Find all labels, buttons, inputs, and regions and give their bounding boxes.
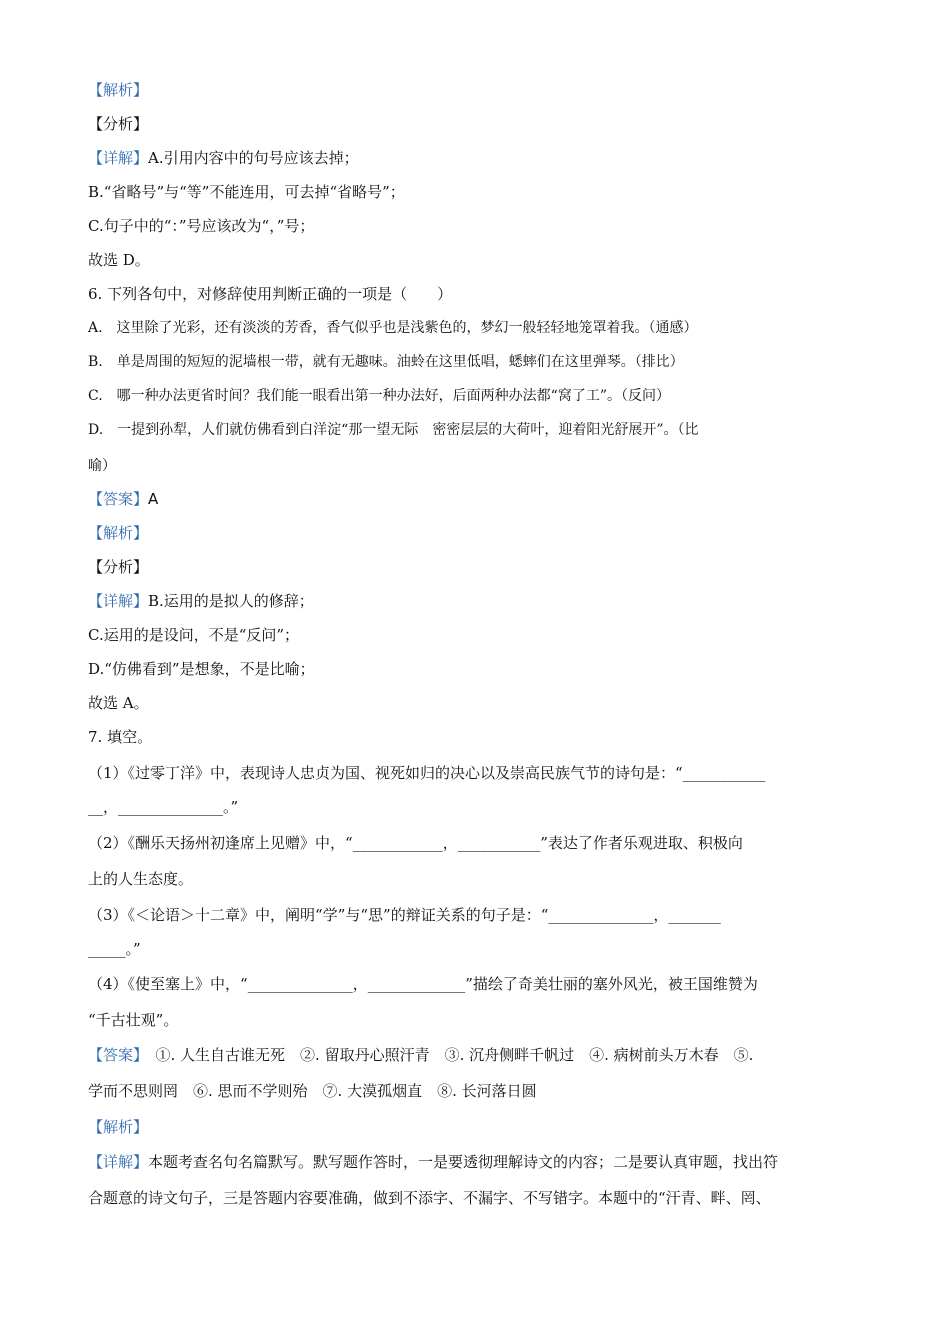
option-a: A. 这里除了光彩，还有淡淡的芳香，香气似乎也是浅紫色的，梦幻一般轻轻地笼罩着我。（通感） xyxy=(88,320,698,336)
jiexi-tag-3: 【解析】 xyxy=(88,1118,149,1136)
fill-item-3-cont: _____。” xyxy=(88,940,141,958)
fill-item-4-cont: “千古壮观”。 xyxy=(88,1011,179,1029)
detail-line-3 xyxy=(88,1152,863,1172)
question-6-stem: 6. 下列各句中，对修辞使用判断正确的一项是（ ） xyxy=(88,285,453,303)
explain-b: B.“省略号”与“等”不能连用，可去掉“省略号”； xyxy=(88,183,405,201)
answer-tag: 【答案】 xyxy=(88,1046,141,1064)
fill-item-3: （3）《＜论语＞十二章》中，阐明“学”与“思”的辩证关系的句子是：“______________，_______ xyxy=(88,906,721,924)
option-c: C. 哪一种办法更省时间？我们能一眼看出第一种办法好，后面两种办法都“窝了工”。（反问） xyxy=(88,388,670,404)
option-b: B. 单是周围的短短的泥墙根一带，就有无趣味。油蛉在这里低唱，蟋蟀们在这里弹琴。（排比） xyxy=(88,354,684,370)
answer-list: ①. 人生自古谁无死 ②. 留取丹心照汗青 ③. 沉舟侧畔千帆过 ④. 病树前头万木春 ⑤. xyxy=(140,1046,754,1064)
answer-line-6 xyxy=(88,489,863,509)
fenxi-tag-2: 【分析】 xyxy=(88,558,149,576)
answer-tag: 【答案】 xyxy=(88,490,149,508)
explain-c: C.句子中的“：”号应该改为“，”号； xyxy=(88,217,315,235)
fill-item-4: （4）《使至塞上》中，“______________，_____________”描绘了奇美壮丽的塞外风光，被王国维赞为 xyxy=(88,975,758,993)
detail-line-2 xyxy=(88,591,863,611)
fill-item-2-cont: 上的人生态度。 xyxy=(88,870,194,888)
conclusion-2: 故选 A。 xyxy=(88,694,149,712)
option-d-cont: 喻） xyxy=(88,458,116,474)
explain-d-2: D.“仿佛看到”是想象，不是比喻； xyxy=(88,660,315,678)
jiexi-tag-2: 【解析】 xyxy=(88,524,149,542)
answer-value: A xyxy=(148,490,159,508)
detail-line-3-cont: 合题意的诗文句子，三是答题内容要准确，做到不添字、不漏字、不写错字。本题中的“汗青、畔、罔、 xyxy=(88,1189,771,1207)
detail-tag: 【详解】 xyxy=(88,149,149,167)
detail-text: 本题考查名句名篇默写。默写题作答时，一是要透彻理解诗文的内容；二是要认真审题，找出符 xyxy=(148,1153,779,1171)
jiexi-tag-1: 【解析】 xyxy=(88,81,149,99)
explain-c-2: C.运用的是设问，不是“反问”； xyxy=(88,626,300,644)
answer-line-7-cont: 学而不思则罔 ⑥. 思而不学则殆 ⑦. 大漠孤烟直 ⑧. 长河落日圆 xyxy=(88,1082,537,1100)
fenxi-tag-1: 【分析】 xyxy=(88,115,149,133)
option-d: D. 一提到孙犁，人们就仿佛看到白洋淀“那一望无际 密密层层的大荷叶，迎着阳光舒展开”。（比 xyxy=(88,422,699,438)
question-7-stem: 7. 填空。 xyxy=(88,728,153,746)
detail-line-1 xyxy=(88,148,863,168)
fill-item-1: （1）《过零丁洋》中，表现诗人忠贞为国、视死如归的决心以及崇高民族气节的诗句是：“___________ xyxy=(88,764,766,782)
answer-line-7 xyxy=(88,1045,863,1065)
detail-text: A.引用内容中的句号应该去掉； xyxy=(148,149,359,167)
fill-item-1-cont: __，______________。” xyxy=(88,798,239,816)
conclusion-1: 故选 D。 xyxy=(88,251,150,269)
detail-tag: 【详解】 xyxy=(88,1153,149,1171)
detail-text: B.运用的是拟人的修辞； xyxy=(148,592,314,610)
detail-tag: 【详解】 xyxy=(88,592,149,610)
fill-item-2: （2）《酬乐天扬州初逢席上见赠》中，“____________，___________”表达了作者乐观进取、积极向 xyxy=(88,834,743,852)
